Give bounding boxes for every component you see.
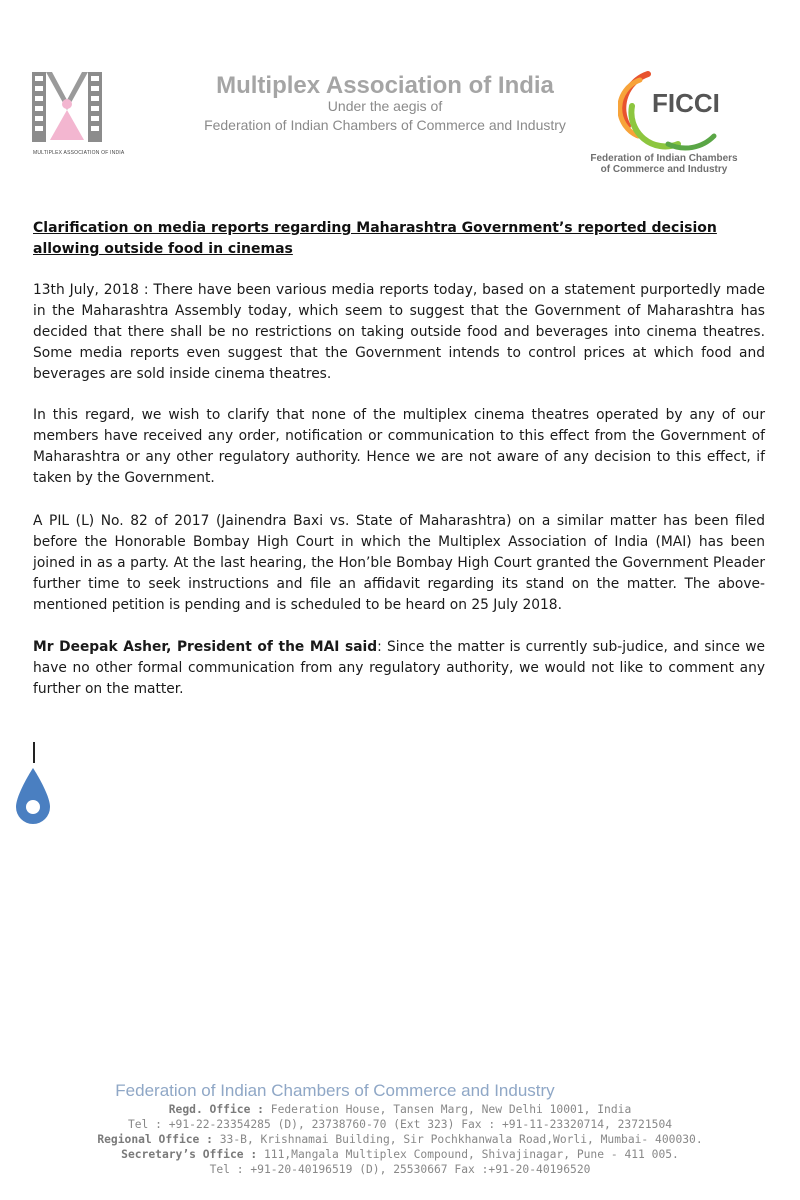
ficci-caption [580,153,748,175]
text-cursor [33,742,35,763]
footer-org: Federation of Indian Chambers of Commerce and Industry [115,1081,555,1100]
header-subtitle: Under the aegis of [327,98,443,114]
regd-office-value: Federation House, Tansen Marg, New Delhi 10001, India [263,1103,632,1116]
footer [0,1080,800,1177]
paragraph-4-rest: : Since the matter is currently sub-judice, and since we have no other formal communication from any regulatory authority, we would not like to comment any further on the matter. [33,639,766,697]
document-title: Clarification on media reports regarding Maharashtra Government’s reported decision allowing outside food in cinemas [33,220,717,257]
mai-logo-caption: MULTIPLEX ASSOCIATION OF INDIA [33,150,125,156]
paragraph-4 [33,637,765,700]
regional-office-label: Regional Office : [97,1133,213,1146]
footer-tel-2: Tel : +91-20-40196519 (D), 25530667 Fax :+91-20-40196520 [209,1163,591,1176]
ficci-wordmark: FICCI [652,88,720,118]
selection-handle-icon[interactable] [14,766,52,826]
mai-logo [32,72,102,158]
ficci-logo [618,66,736,152]
paragraph-4-lead: Mr Deepak Asher, President of the MAI said [33,639,378,655]
paragraph-1: 13th July, 2018 : There have been various media reports today, based on a statement purportedly made in the Maharashtra Assembly today, which seem to suggest that the Government of Maharashtra has decided that there shall be no restrictions on taking outside food and beverages into cinema theatres. Some media reports even suggest that the Government intends to control prices at which food and beverages are sold inside cinema theatres. [33,282,765,382]
header-subtitle-org: Federation of Indian Chambers of Commerce and Industry [204,117,566,133]
ficci-caption-line1: Federation of Indian Chambers [590,153,738,164]
footer-regd-office [0,1102,800,1117]
secretary-office-value: 111,Mangala Multiplex Compound, Shivajinagar, Pune - 411 005. [257,1148,679,1161]
footer-regional-office [0,1132,800,1147]
ficci-caption-line2: of Commerce and Industry [600,164,728,175]
secretary-office-label: Secretary’s Office : [121,1148,258,1161]
page-title: Multiplex Association of India [216,72,554,99]
regd-office-label: Regd. Office : [168,1103,264,1116]
footer-secretary-office [0,1147,800,1162]
paragraph-2: In this regard, we wish to clarify that none of the multiplex cinema theatres operated by any of our members have received any order, notification or communication to this effect from the Government of Maharashtra or any other regulatory authority. Hence we are not aware of any decision to this effect, if taken by the Government. [33,407,765,486]
paragraph-3: A PIL (L) No. 82 of 2017 (Jainendra Baxi vs. State of Maharashtra) on a similar matter has been filed before the Honorable Bombay High Court in which the Multiplex Association of India (MAI) has been joined in as a party. At the last hearing, the Hon’ble Bombay High Court granted the Government Pleader further time to seek instructions and file an affidavit regarding its stand on the matter. The above-mentioned petition is pending and is scheduled to be heard on 25 July 2018. [33,513,765,613]
regional-office-value: 33-B, Krishnamai Building, Sir Pochkhanwala Road,Worli, Mumbai- 400030. [212,1133,703,1146]
footer-tel-1: Tel : +91-22-23354285 (D), 23738760-70 (Ext 323) Fax : +91-11-23320714, 23721504 [127,1118,673,1131]
